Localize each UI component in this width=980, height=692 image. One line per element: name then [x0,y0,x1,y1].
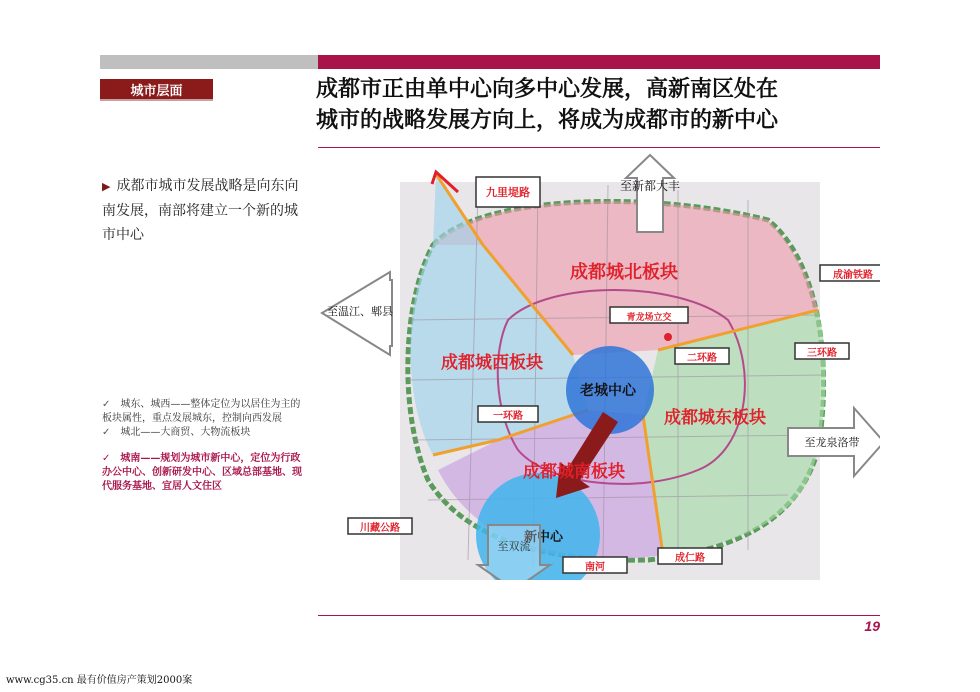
svg-text:至温江、郫县: 至温江、郫县 [327,305,393,318]
svg-text:九里堤路: 九里堤路 [486,186,530,199]
svg-text:川藏公路: 川藏公路 [360,523,400,534]
page-number: 19 [864,618,880,634]
triangle-bullet-icon: ▶ [102,180,111,193]
check-icon: ✓ [102,399,111,410]
road-label-chengren [658,548,722,564]
road-label-chuanzang [348,518,412,534]
note-text: 城南——规划为城市新中心，定位为行政办公中心、创新研发中心、区域总部基地、现代服务基地、宜居人文住区 [102,453,302,492]
intro-paragraph [102,174,302,247]
zone-label-south: 成都城南板块 [523,462,625,482]
svg-text:南河: 南河 [585,562,605,573]
footer-divider [318,615,880,616]
svg-text:成渝铁路: 成渝铁路 [833,270,873,281]
intro-text: 成都市城市发展战略是向东向南发展，南部将建立一个新的城市中心 [102,178,299,243]
title-line-2: 城市的战略发展方向上，将成为成都市的新中心 [316,108,779,133]
check-icon: ✓ [102,453,111,464]
notes-list [102,398,307,494]
arrow-south [478,525,550,580]
footer-source: www.cg35.cn 最有价值房产策划2000案 [6,675,193,686]
road-label-qinglong [610,307,688,323]
arrow-west [322,272,393,355]
svg-text:一环路: 一环路 [493,411,523,422]
note-text: 城东、城西——整体定位为以居住为主的板块属性，重点发展城东，控制向西发展 [102,399,301,424]
note-item [102,426,307,440]
note-text: 城北——大商贸、大物流板块 [120,427,251,438]
road-label-erhuan [675,348,729,364]
zone-label-north: 成都城北板块 [570,262,678,283]
city-map [318,150,880,580]
svg-text:成仁路: 成仁路 [675,553,705,564]
title-line-1: 成都市正由单中心向多中心发展，高新南区处在 [316,77,779,102]
road-label-chengyu [820,265,880,281]
svg-text:三环路: 三环路 [807,348,837,359]
note-item-highlight [102,452,307,494]
header-bar-grey [100,55,318,69]
road-label-sanhuan [795,343,849,359]
zone-label-east: 成都城东板块 [664,408,766,428]
qinglong-marker-icon [664,333,672,341]
svg-text:至双流: 至双流 [497,540,531,553]
note-item [102,398,307,426]
check-icon: ✓ [102,427,111,438]
svg-text:二环路: 二环路 [687,353,717,364]
svg-text:至新都大丰: 至新都大丰 [619,179,681,193]
title-divider [318,147,880,148]
new-center-label: 新中心 [524,530,564,545]
road-label-jiulidi [476,177,540,207]
header-bar-red [318,55,880,69]
section-tag: 城市层面 [100,79,213,101]
road-label-nanhe [563,557,627,573]
page-title [316,74,876,136]
zone-label-west: 成都城西板块 [441,353,543,373]
svg-text:至龙泉洛带: 至龙泉洛带 [804,436,860,449]
road-label-yihuan [478,406,538,422]
svg-text:青龙场立交: 青龙场立交 [626,313,672,323]
old-center-label: 老城中心 [580,383,636,399]
